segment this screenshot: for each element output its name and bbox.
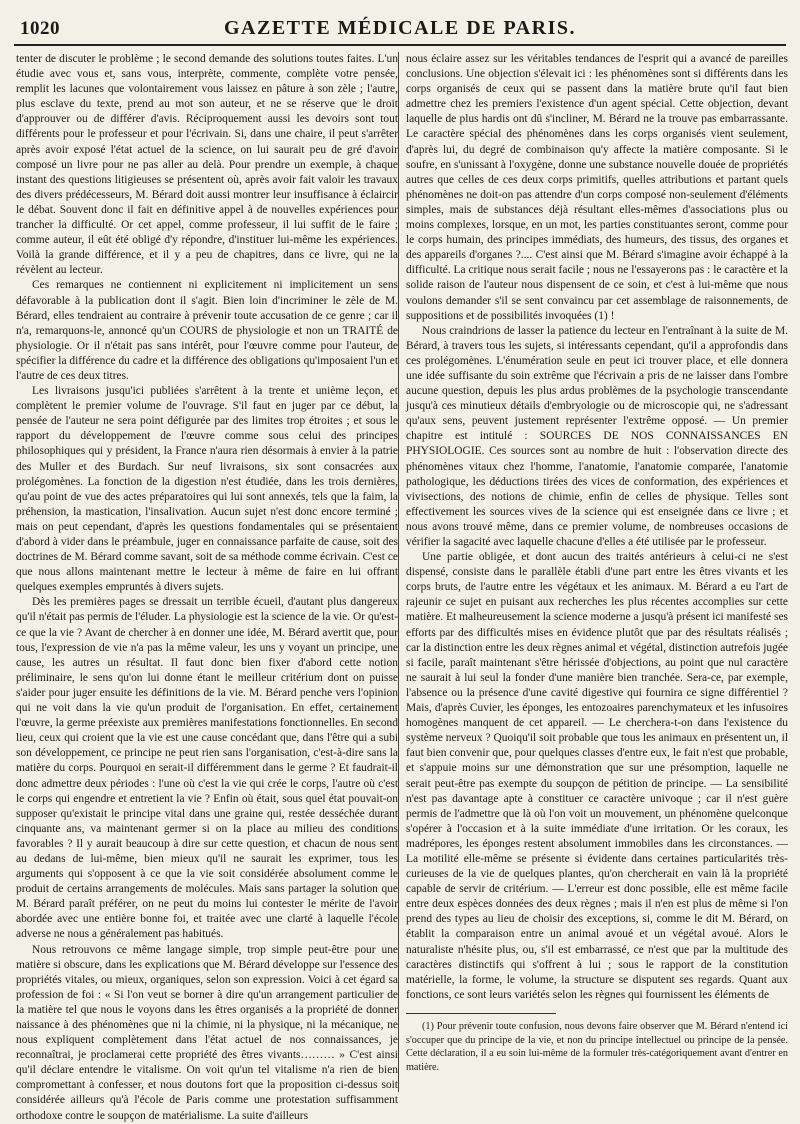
right-column [406, 52, 788, 1074]
left-column [16, 52, 398, 1124]
footnote-divider [406, 1013, 556, 1014]
footnote: (1) Pour prévenir toute confusion, nous devons faire observer que M. Bérard n'entend ici s'occuper que du principe de la vie, et non du principe intellectuel ou principe de la pensée. Cette déclaration, il a eu soin lui-même de la formuler très-catégoriquement avant d'entrer en matière. [406, 1020, 788, 1073]
left-paragraph-3: Les livraisons jusqu'ici publiées s'arrêtent à la trente et unième leçon, et complètent le premier volume de l'ouvrage. S'il faut en juger par ce début, la pensée de l'auteur ne sera point défigurée par des limites trop étroites ; et sous le rapport du développement de l'œuvre comme sous celui des principes philosophiques qui y président, la France n'aura rien désormais à envier à la patrie des Muller et des Burdach. Sur neuf livraisons, six sont consacrées aux prolégomènes. La fonction de la digestion n'est étudiée, dans les trois dernières, qu'au point de vue des actes préparatoires qui lui sont annexés, tels que la faim, la préhension, la mastication, l'insalivation. Aucun sujet n'est donc encore terminé ; mais on peut cependant, d'après les questions fondamentales qui se présentaient d'abord à vider dans le préambule, juger en connaissance parfaite de cause, soit des doctrines de M. Bérard comme savant, soit de sa méthode comme écrivain. C'est ce que nous allons maintenant mettre le lecteur à même de faire en lui offrant quelques exemples empruntés à divers sujets. [16, 385, 398, 594]
left-paragraph-1: tenter de discuter le problème ; le second demande des solutions toutes faites. L'un étudie avec vous et, sans vous, interprète, commente, complète votre pensée, remplit les lacunes que volontairement vous laissez en pâture à son zèle ; l'autre, plus esclave du texte, prend au mot son auteur, et ne se réserve que le droit d'approuver ou de différer d'avis. Réciproquement aussi les devoirs sont tout différents pour le professeur et pour l'écrivain. Si, dans une chaire, il peut s'arrêter après avoir exposé l'état actuel de la science, on lui saurait peu de gré d'avoir composé un livre pour ne pas aller au delà. Pour prendre un exemple, à chaque instant des questions litigieuses se présentent où, après avoir fait valoir les travaux des divers prédécesseurs, M. Bérard doit aussi montrer leur insuffisance à éclaircir le débat. Souvent donc il fait en définitive appel à de nouvelles expériences pour trancher la difficulté. Or cet appel, comme professeur, il lui suffit de le faire ; comme auteur, il eût été obligé d'y répondre, d'instituer lui-même les expériences. Voilà la grande différence, et il y a peu de chapitres, dans ce livre, qui ne la révèlent au lecteur. [16, 53, 398, 277]
left-paragraph-5: Nous retrouvons ce même langage simple, trop simple peut-être pour une matière si obscure, dans les explications que M. Bérard développe sur l'essence des propriétés vitales, ou mieux, organiques, selon son expression. Voici à cet égard sa profession de foi : « Si l'on veut se borner à dire qu'un arrangement particulier de la matière tel que nous le voyons dans les êtres organisés a la propriété de donner naissance à des phénomènes que ni la chimie, ni la physique, ni la mécanique, ne nous expliquent complètement dans l'état actuel de nos connaissances, je reconnaîtrai, je proclamerai cette propriété des êtres vivants……… » C'est ainsi qu'il déclare entendre le vitalisme. On voit qu'un tel vitalisme n'a rien de bien compromettant à confesser, et nous doutons fort que la proposition ci-dessus soit considérée ailleurs qu'à l'école de Paris comme une protestation suffisamment orthodoxe contre le soupçon de matérialisme. La suite d'ailleurs [16, 943, 398, 1122]
right-paragraph-3: Une partie obligée, et dont aucun des traités antérieurs à celui-ci ne s'est dispensé, consiste dans le parallèle établi d'une part entre les êtres vivants et les corps bruts, de l'autre entre les végétaux et les animaux. M. Bérard a eu l'art de rajeunir ce sujet en puisant aux recherches les plus récentes accomplies sur cette matière. Et malheureusement la science moderne a jusqu'à présent ici manifesté ses efforts par des difficultés mises en évidence plutôt que par des résultats réalisés ; car la distinction entre les deux règnes animal et végétal, distinction autrefois jugée si facile, paraît maintenant s'être hérissée d'objections, au point que nul caractère ne saurait à lui seul la fonder d'une manière bien tranchée. Sera-ce, par exemple, l'absence ou la présence d'une cavité digestive qui fournira ce signe différentiel ? Mais, d'après Cuvier, les éponges, les entozoaires parenchymateux et les infusoires homogènes manquent de cet appareil. — Le cherchera-t-on dans l'existence du système nerveux ? Quoiqu'il soit probable que tous les animaux en présentent un, il faut bien convenir que, pour quelques classes d'entre eux, le fait n'est que probable, et s'appuie moins sur une démonstration que sur une présomption, laquelle ne serait peut-être pas exempte du soupçon de pétition de principe. — La sensibilité n'est pas davantage apte à constituer ce caractère univoque ; car il n'est guère permis de l'admettre que là où l'on voit un mouvement, un phénomène quelconque s'opérer à l'occasion et à la suite immédiate d'une irritation. Or les coraux, les madrépores, les éponges restent absolument immobiles dans les circonstances. — La motilité elle-même se présente si évidente dans certaines particularités très-curieuses de la vie de quelques plantes, qu'on chercherait en vain là la propriété capable de servir de critérium. — L'erreur est donc possible, elle est même facile entre deux espèces données des deux règnes ; mais il n'en est plus de même si l'on prend des types au lieu de choisir des exceptions, si, comme le dit M. Bérard, on établit la comparaison entre un animal avoué et un végétal avoué. Alors le naturaliste n'hésite plus, ou, s'il est embarrassé, ce n'est que par la multitude des caractères distinctifs qui s'offrent à lui ; sous le rapport de la constitution matérielle, la forme, le volume, la structure se disputent ses regards. Quant aux fonctions, ce sont leurs variétés selon les règnes qui fournissent les éléments de [406, 551, 788, 1001]
left-paragraph-2: Ces remarques ne contiennent ni explicitement ni implicitement un sens défavorable à la publication dont il s'agit. Bien loin d'incriminer le zèle de M. Bérard, elles tendraient au contraire à prévenir toute accusation de ce genre ; car il n'a, remarquons-le, annoncé qu'un COURS de physiologie et non un TRAITÉ de physiologie. Or il n'était pas sans intérêt, pour l'œuvre comme pour l'auteur, de spécifier la différence du cadre et la différence des obligations qu'imposaient l'un et l'autre de ces deux titres. [16, 279, 398, 382]
right-paragraph-1: nous éclaire assez sur les véritables tendances de l'esprit qui a avancé de pareilles conclusions. Une objection s'élevait ici : les phénomènes sont si différents dans les corps organisés de ceux qui se passent dans la matière brute qu'il faut bien admettre chez les premiers l'existence d'un agent spécial. Cette objection, devant laquelle de plus hardis ont dû s'incliner, M. Bérard ne la trouve pas embarrassante. Le caractère spécial des phénomènes dans les corps organisés vient seulement, d'après lui, du degré de combinaison qu'y affecte la matière composante. Si le soufre, en s'unissant à l'oxygène, donne une substance nouvelle douée de propriétés autres que celles de ces deux corps primitifs, quelles attributions et partant quels phénomènes ne doit-on pas attendre d'un corps composé non-seulement d'éléments simples, mais de substances déjà résultant elles-mêmes d'associations plus ou moins complexes, lorsque, en un mot, les parties constituantes seront, comme pour le corps humain, des principes immédiats, des humeurs, des tissus, des organes et des appareils d'organes ?.... C'est ainsi que M. Bérard s'imagine avoir échappé à la difficulté. La critique nous serait facile ; nous ne l'essayerons pas : le caractère et la solide raison de l'auteur nous dispensent de ce soin, et c'est à lui-même que nous voulons demander s'il se sent convaincu par cet assemblage de raisonnements, de suppositions et de possibilités invoquées (1) ! [406, 53, 788, 322]
journal-title: GAZETTE MÉDICALE DE PARIS. [223, 17, 577, 39]
page-header [14, 14, 786, 46]
right-paragraph-2: Nous craindrions de lasser la patience du lecteur en l'entraînant à la suite de M. Bérard, à travers tous les sujets, si intéressants cependant, qu'il a approfondis dans ces prolégomènes. L'énumération seule en peut ici trouver place, et elle donnera une idée suffisante du soin extrême que l'écrivain a pris de ne laisser dans l'ombre aucune question, depuis les plus ardus problèmes de la psychologie transcendante jusqu'à ces minutieux détails d'embryologie ou de microscopie qui, ne s'adressant qu'aux sens, peuvent justement représenter l'extrême opposé. — Un premier chapitre est intitulé : SOURCES DE NOS CONNAISSANCES EN PHYSIOLOGIE. Ces sources sont au nombre de huit : l'observation directe des phénomènes vitaux chez l'homme, l'anatomie, l'anatomie comparée, l'anatomie pathologique, les déductions tirées des vices de conformation, des expériences et vivisections, des notions de chimie, enfin de celles de physique. Telles sont effectivement les sources vives de la science qui est enseignée dans ce livre ; et nous avons trouvé même, dans ce premier volume, de nombreuses occasions de vérifier la sagacité avec laquelle chacune d'elles a été utilisée par le professeur. [406, 324, 788, 548]
page-number: 1020 [20, 18, 60, 39]
left-paragraph-4: Dès les premières pages se dressait un terrible écueil, d'autant plus dangereux qu'il n'était pas permis de l'éluder. La physiologie est la science de la vie. Or qu'est-ce que la vie ? Avant de chercher à en donner une idée, M. Bérard avertit que, pour tous, l'expression de vie n'a pas la même valeur, les uns y voyant un principe, une cause, les autres un résultat. Il faut donc bien fixer d'abord cette notion préliminaire, le sens qu'on lui donne étant le meilleur critérium dont on puisse s'aider pour juger ensuite les définitions de la vie. M. Bérard penche vers l'opinion qui ne voit dans la vie qu'un produit de l'organisation. En effet, certainement l'œuvre, la germe préexiste aux premières manifestations fonctionnelles. En second lieu, ceux qui croient que la vie est une cause concédant que, dans l'être qui a subi son développement, ce principe ne peut rien sans l'organisation, c'est-à-dire sans la matière du corps. Pourquoi en serait-il différemment dans le germe ? Et faudrait-il donc admettre deux périodes : l'une où c'est la vie qui crée le corps, l'autre où c'est le corps qui engendre et entretient la vie ? Enfin où était, sous quel état pouvait-on supposer qu'existait le principe vital dans une graine qui, restée desséchée durant cinquante ans, va maintenant germer si on la place au milieu des conditions favorables ? Il y aurait beaucoup à dire sur cette question, et chacun de nous sent au dedans de lui-même, bien mieux qu'il ne saurait les exprimer, tous les arguments qui s'opposent à ce que la vie soit considérée absolument comme le produit de certains arrangements de molécules. Mais sans partager la solution que M. Bérard paraît préférer, on ne peut du moins lui contester le mérite de l'avoir abordée avec une entière bonne foi, et traitée avec une clarté à laquelle l'école adverse ne nous a généralement pas habitués. [16, 596, 398, 941]
column-divider [398, 52, 399, 1092]
